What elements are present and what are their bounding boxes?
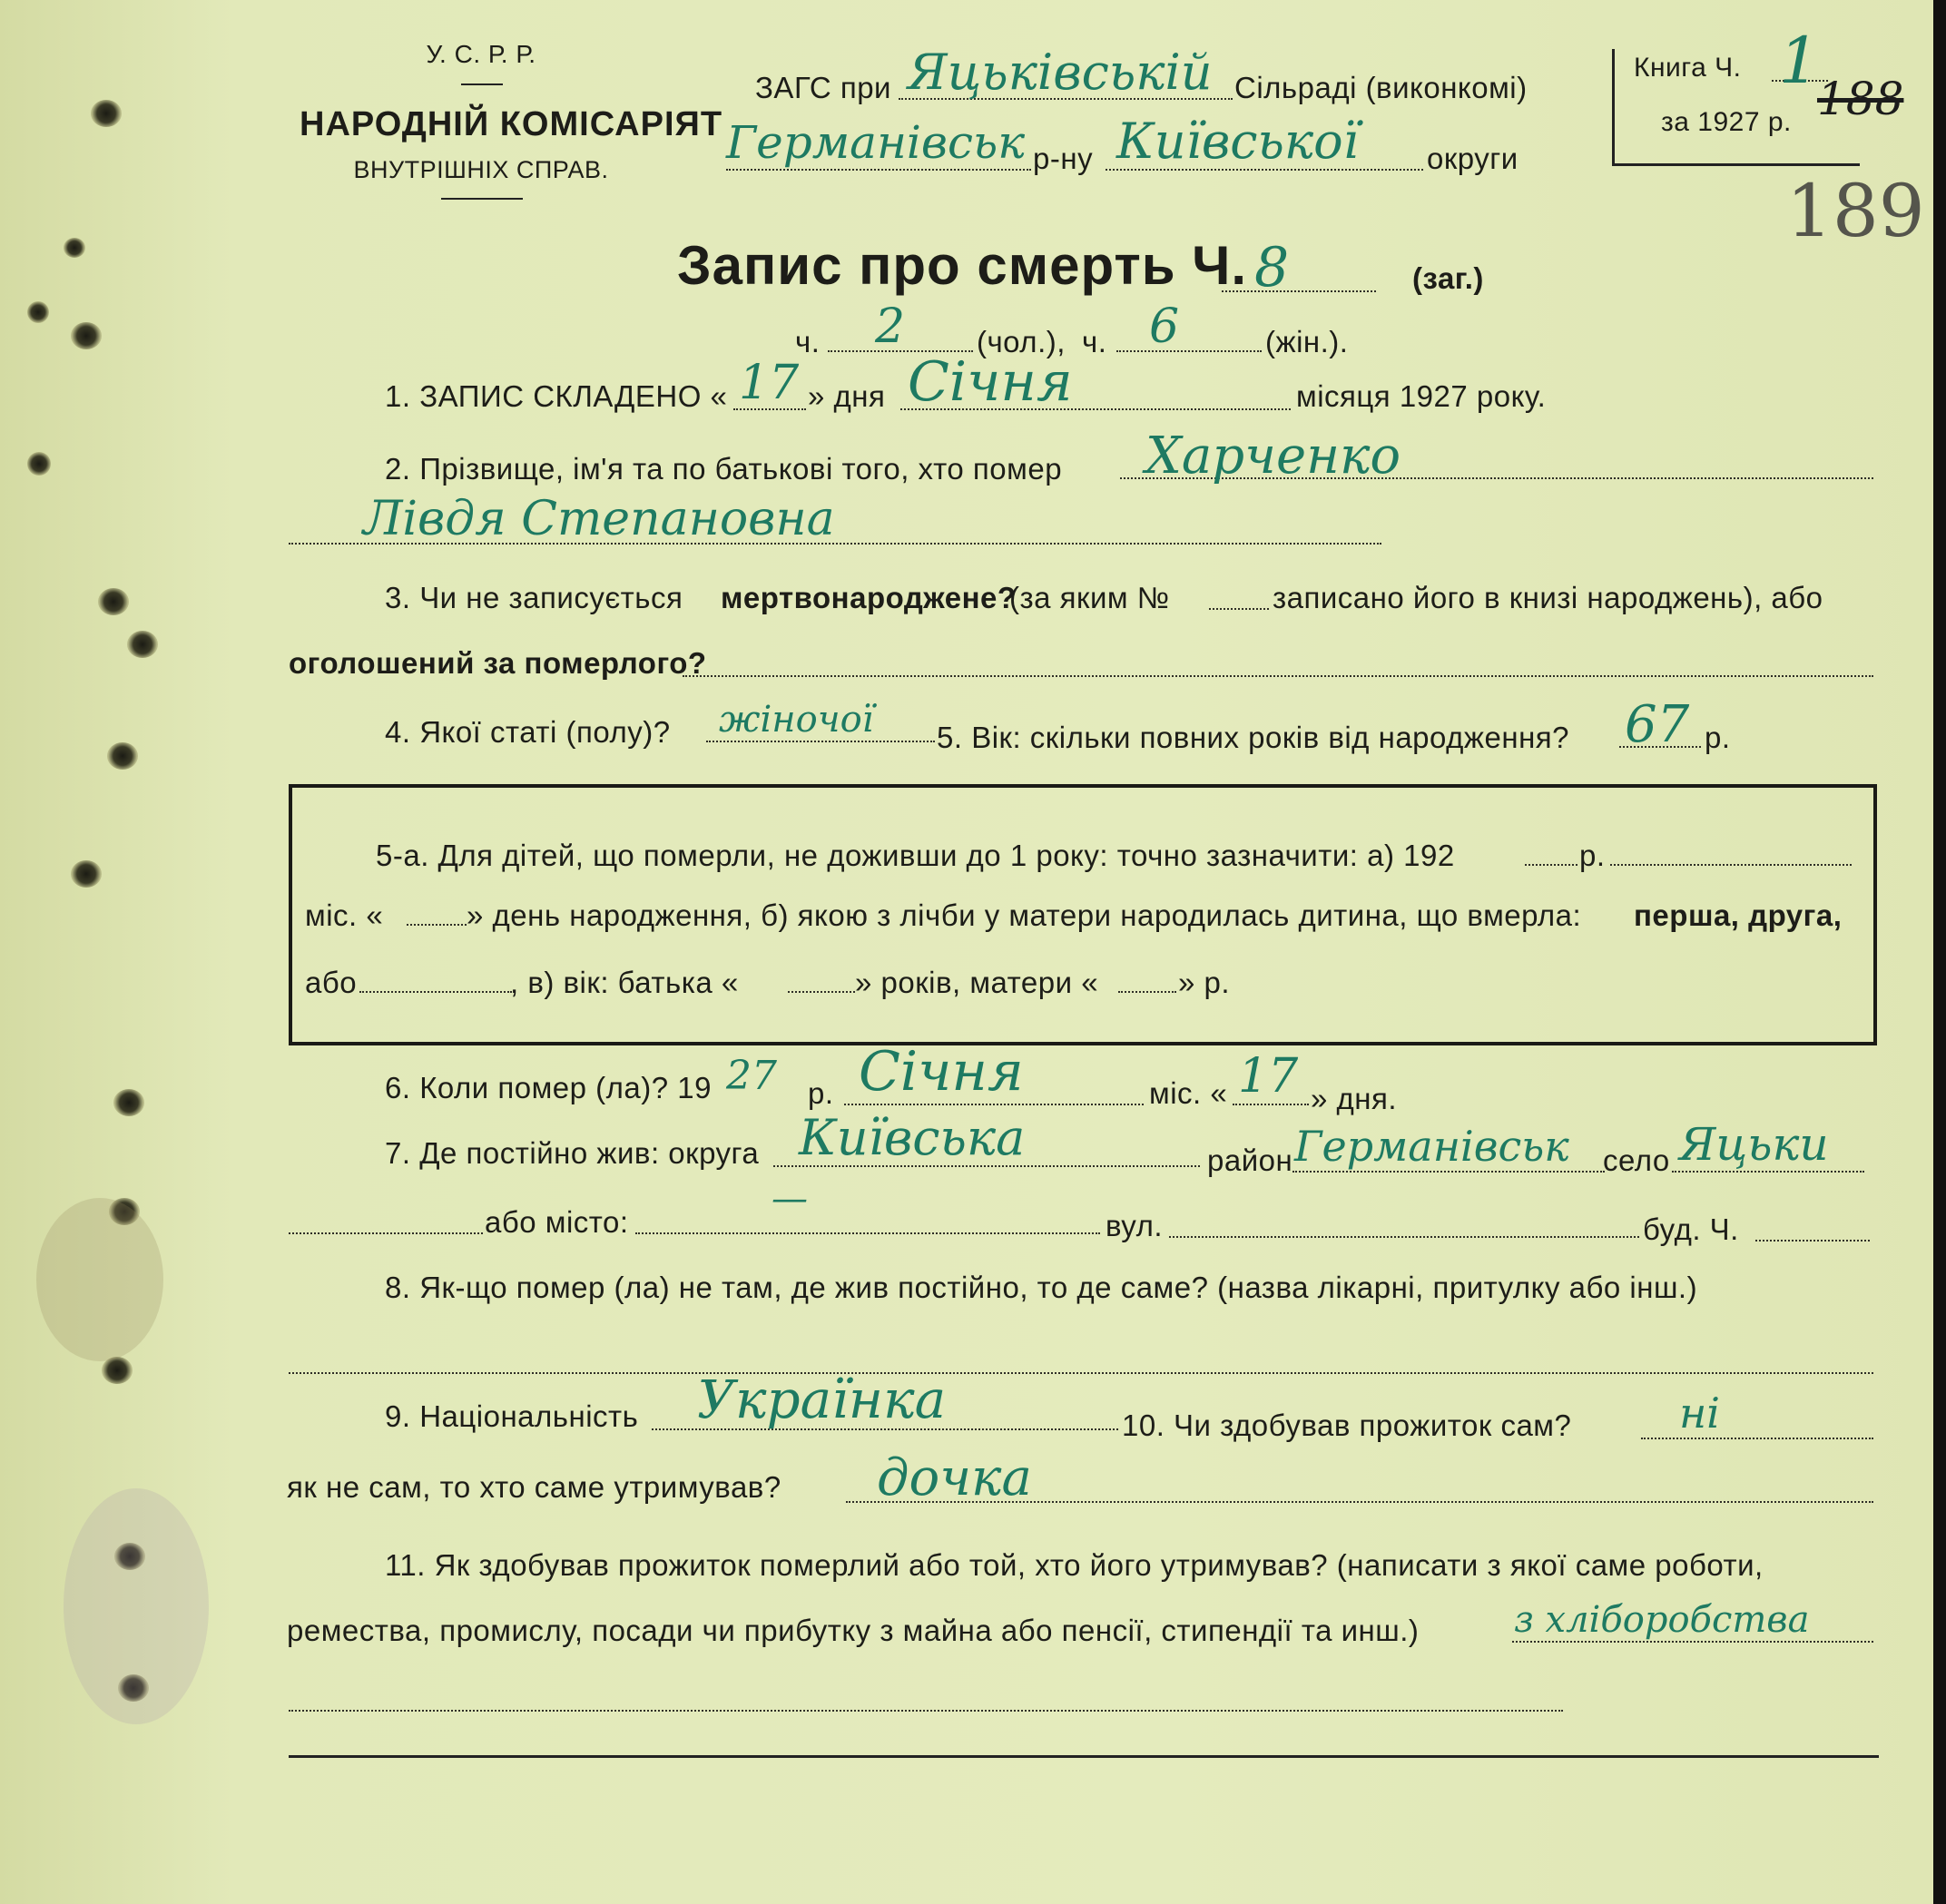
field1-label: 1. ЗАПИС СКЛАДЕНО « [385, 379, 728, 413]
field10-label: 10. Чи здобував прожиток сам? [1122, 1408, 1572, 1442]
field6-r: р. [808, 1076, 834, 1110]
record-title: Запис про смерть Ч. [677, 235, 1248, 296]
zags-name-value: Яцьківській [908, 44, 1213, 101]
bottom-rule [289, 1755, 1879, 1758]
binding-hole [127, 631, 158, 658]
age-value: 67 [1625, 695, 1690, 754]
okruha-suffix: округи [1427, 142, 1518, 175]
infant-year-line [1525, 864, 1577, 866]
male-count-suffix: (чол.), [977, 325, 1066, 358]
self-supporting-value: ні [1679, 1389, 1721, 1438]
infant-line2-a: міс. « [305, 898, 384, 932]
field7-rayon: район [1207, 1143, 1293, 1177]
republic-name: У. С. Р. Р. [426, 40, 536, 68]
paper-stain [64, 1488, 209, 1724]
field11-line2-dots [289, 1710, 1563, 1712]
year-label: за 1927 р. [1661, 107, 1792, 137]
page-edge [1933, 0, 1946, 1904]
field6-month-line [844, 1104, 1144, 1105]
okruha-value: Київської [1116, 113, 1359, 170]
infant-order-line [359, 991, 512, 993]
male-count-value: 2 [875, 299, 906, 354]
field7-selo: село [1603, 1143, 1670, 1177]
field6-label: 6. Коли помер (ла)? 19 [385, 1071, 712, 1104]
ministry-name: НАРОДНІЙ КОМІСАРІЯТ [300, 105, 723, 143]
field3-line2 [683, 675, 1873, 677]
field11-line [1512, 1641, 1873, 1643]
infant-line3-c: » років, матери « [855, 966, 1099, 999]
field5-suffix: р. [1705, 721, 1731, 754]
field3-text-c: записано його в книзі народжень), або [1273, 581, 1823, 614]
field8-line [289, 1372, 1873, 1374]
binding-hole [98, 588, 129, 615]
occupation-value: з хліборобства [1514, 1599, 1810, 1641]
field7-bud: буд. Ч. [1643, 1212, 1739, 1246]
field3-text-b: (за яким № [1009, 581, 1170, 614]
field10b-label: як не сам, то хто саме утримував? [287, 1470, 781, 1504]
header-rule [441, 198, 523, 200]
field3-number-line [1209, 608, 1269, 610]
rayon-line [726, 169, 1031, 171]
field7-rayon-line [1292, 1171, 1605, 1173]
given-name-value: Лівдя Степановна [363, 492, 835, 546]
field1-day-value: 17 [739, 356, 800, 410]
residence-okruha-value: Київська [799, 1109, 1026, 1166]
field11-line1: 11. Як здобував прожиток померлий або той, хто його утримував? (написати з якої саме роботи, [385, 1548, 1764, 1582]
field11-line2: ремества, промислу, посади чи прибутку з майна або пенсії, стипендії та инш.) [287, 1614, 1420, 1647]
field2-label: 2. Прізвище, ім'я та по батькові того, хто помер [385, 452, 1063, 486]
infant-month-line [1610, 864, 1852, 866]
field3-text: 3. Чи не записується [385, 581, 683, 614]
field7-line2 [289, 1232, 483, 1234]
archive-number: 189 [1786, 169, 1925, 253]
residence-misto-value: — [772, 1178, 808, 1220]
infant-line2-bold: перша, друга, [1634, 898, 1843, 932]
field6-day-line [1233, 1104, 1309, 1105]
field4-label: 4. Якої статі (полу)? [385, 715, 671, 749]
nationality-value: Українка [697, 1369, 947, 1430]
header-rule [461, 83, 503, 85]
record-number-value: 8 [1254, 236, 1290, 299]
supported-by-value: дочка [877, 1448, 1032, 1507]
rayon-value: Германівськ [726, 116, 1026, 169]
zags-suffix: Сільраді (виконкомі) [1234, 71, 1528, 104]
male-count-prefix: ч. [795, 325, 821, 358]
field3-declared-dead: оголошений за померлого? [289, 646, 707, 680]
zags-prefix: ЗАГС при [755, 71, 891, 104]
infant-line1-suffix: р. [1579, 839, 1606, 872]
field6-mis: міс. « [1149, 1076, 1228, 1110]
field7-selo-line [1672, 1171, 1864, 1173]
binding-hole [71, 322, 102, 349]
binding-hole [27, 452, 51, 476]
binding-hole [91, 100, 122, 127]
infant-line1: 5-а. Для дітей, що померли, не доживши до 1 року: точно зазначити: а) 192 [376, 839, 1455, 872]
infant-father-age-line [788, 991, 855, 993]
female-count-value: 6 [1149, 299, 1180, 354]
field3-stillborn: мертвонароджене? [721, 581, 1017, 614]
binding-hole [64, 238, 85, 258]
death-month-value: Січня [859, 1040, 1024, 1104]
infant-line3-d: » р. [1178, 966, 1231, 999]
rayon-suffix: р-ну [1033, 142, 1094, 175]
female-count-line [1116, 350, 1262, 352]
female-count-prefix: ч. [1082, 325, 1107, 358]
infant-mother-age-line [1118, 991, 1176, 993]
field7-misto-line [635, 1232, 1100, 1234]
field8-label: 8. Як-що помер (ла) не там, де жив постійно, то де саме? (назва лікарні, притулку або інш.) [385, 1271, 1698, 1304]
surname-value: Харченко [1145, 427, 1401, 486]
field4-line [706, 741, 935, 742]
book-no-value: 1 [1779, 24, 1820, 98]
page-number-struck: 188 [1817, 73, 1904, 125]
paper-stain [36, 1198, 163, 1361]
infant-line3-b: , в) вік: батька « [510, 966, 739, 999]
ministry-subtitle: ВНУТРІШНІХ СПРАВ. [353, 156, 609, 183]
field7-vul-line [1169, 1236, 1639, 1238]
field10-line [1641, 1438, 1873, 1439]
residence-rayon-value: Германівськ [1294, 1122, 1569, 1171]
field7-vul: вул. [1106, 1209, 1164, 1242]
record-number-line [1222, 290, 1376, 292]
residence-selo-value: Яцьки [1679, 1118, 1829, 1171]
binding-hole [107, 742, 138, 770]
field9-label: 9. Національність [385, 1399, 639, 1433]
field7-bud-line [1755, 1240, 1870, 1242]
sex-value: жіночої [719, 699, 874, 741]
female-count-suffix: (жін.). [1265, 325, 1349, 358]
binding-hole [113, 1089, 144, 1116]
field7-misto: або місто: [485, 1205, 629, 1239]
field1-month-value: Січня [908, 350, 1073, 414]
record-title-suffix: (заг.) [1412, 261, 1484, 295]
binding-hole [71, 860, 102, 888]
infant-line2-b: » день народження, б) якою з лічби у матери народилась дитина, що вмерла: [467, 898, 1582, 932]
death-year-value: 27 [726, 1053, 777, 1099]
infant-day-line [407, 924, 467, 926]
book-label: Книга Ч. [1634, 53, 1742, 83]
binding-hole [27, 301, 49, 323]
field5-label: 5. Вік: скільки повних років від народження? [937, 721, 1570, 754]
field6-suffix: » дня. [1311, 1082, 1398, 1115]
field1-mid: » дня [808, 379, 886, 413]
death-day-value: 17 [1238, 1049, 1299, 1104]
field7-label: 7. Де постійно жив: округа [385, 1136, 760, 1170]
infant-line3-a: або [305, 966, 358, 999]
field1-suffix: місяця 1927 року. [1296, 379, 1547, 413]
